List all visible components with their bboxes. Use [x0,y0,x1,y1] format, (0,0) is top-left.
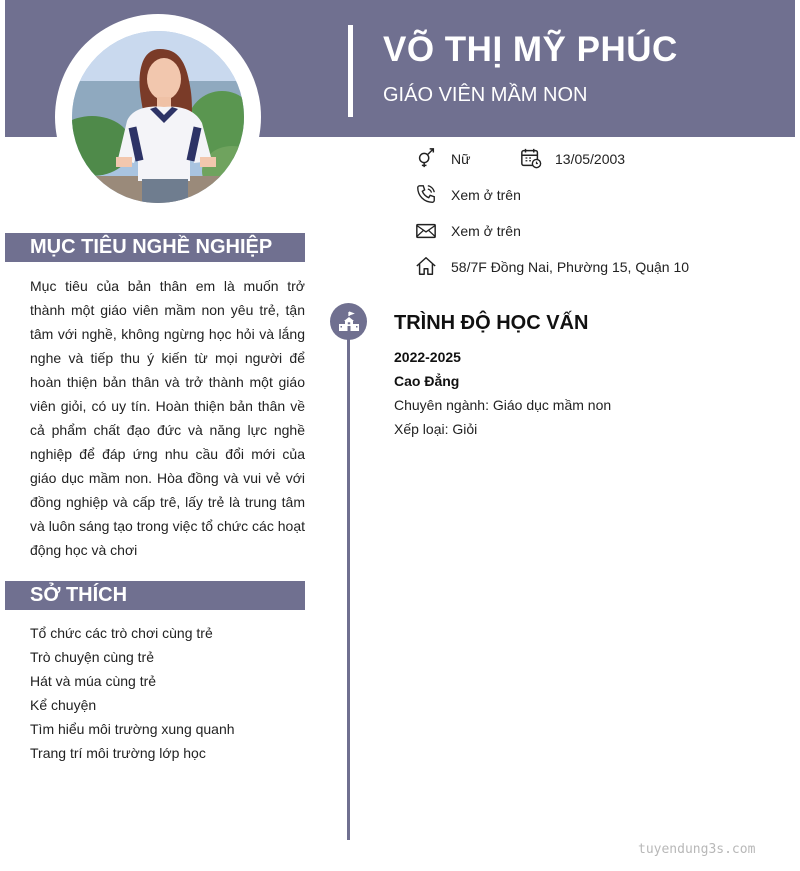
list-item: Hát và múa cùng trẻ [30,673,157,689]
list-item: Trò chuyện cùng trẻ [30,649,154,665]
email-value: Xem ở trên [451,223,521,239]
education-major: Chuyên ngành: Giáo dục mầm non [394,397,612,413]
phone-icon [415,183,437,205]
home-icon [415,255,437,277]
calendar-icon [520,147,542,169]
birthday-value: 13/05/2003 [555,151,626,167]
avatar-photo [72,31,244,203]
school-icon [337,310,361,334]
candidate-role: GIÁO VIÊN MẦM NON [383,84,588,106]
objective-text: Mục tiêu của bản thân em là muốn trở thành một giáo viên mầm non yêu trẻ, tận tâm với nghề, không ngừng học hỏi và lắng nghe và tiếp thu ý kiến từ mọi người để hoàn thiện bản thân và trở thành một giáo viên giỏi, có uy tín. Hoàn thiện bản thân về cả phẩm chất đạo đức và năng lực nghề nghiệp để đáp ứng nhu cầu đổi mới của giáo dục mầm non. Hòa đồng và vui vẻ với đồng nghiệp và cấp trê, lấy trẻ là trung tâm và luôn sáng tạo trong việc tổ chức các hoạt động học và chơi [30,278,305,558]
phone-value: Xem ở trên [451,187,521,203]
avatar [72,31,244,203]
gender-value: Nữ [451,151,471,167]
education-rank: Xếp loại: Giỏi [394,421,478,437]
gender-icon [415,147,437,169]
timeline-node [330,303,367,340]
list-item: Trang trí môi trường lớp học [30,745,206,761]
candidate-name: VÕ THỊ MỸ PHÚC [383,30,678,69]
education-heading: TRÌNH ĐỘ HỌC VẤN [394,312,589,334]
watermark: tuyendung3s.com [638,842,756,857]
education-degree: Cao Đẳng [394,373,460,389]
objective-heading: MỤC TIÊU NGHỀ NGHIỆP [5,233,305,262]
header-divider [348,25,353,117]
list-item: Kể chuyện [30,697,97,713]
list-item: Tìm hiểu môi trường xung quanh [30,721,235,737]
address-value: 58/7F Đồng Nai, Phường 15, Quận 10 [451,259,690,275]
education-period: 2022-2025 [394,349,461,365]
timeline-line [347,320,350,840]
list-item: Tổ chức các trò chơi cùng trẻ [30,625,213,641]
hobbies-heading: SỞ THÍCH [5,581,305,610]
mail-icon [415,220,437,242]
hobbies-list [30,621,235,765]
